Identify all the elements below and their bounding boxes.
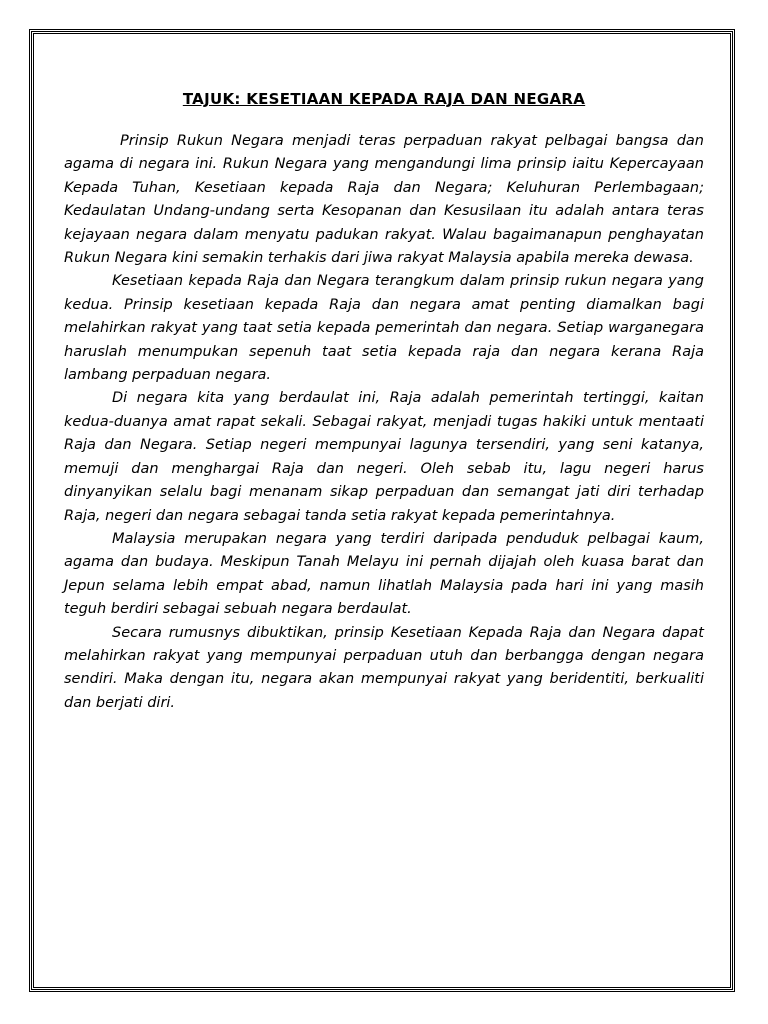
document-title: TAJUK: KESETIAAN KEPADA RAJA DAN NEGARA xyxy=(182,90,586,108)
paragraph-1: Prinsip Rukun Negara menjadi teras perpaduan rakyat pelbagai bangsa dan agama di negara ini. Rukun Negara yang mengandungi lima prinsip iaitu Kepercayaan Kepada Tuhan, Kesetiaan kepada Raja dan Negara; Keluhuran Perlembagaan; Kedaulatan Undang-undang serta Kesopanan dan Kesusilaan itu adalah antara teras kejayaan negara dalam menyatu padukan rakyat. Walau bagaimanapun penghayatan Rukun Negara kini semakin terhakis dari jiwa rakyat Malaysia apabila mereka dewasa. xyxy=(64,133,704,267)
paragraph-5: Secara rumusnys dibuktikan, prinsip Kesetiaan Kepada Raja dan Negara dapat melahirkan rakyat yang mempunyai perpaduan utuh dan berbangga dengan negara sendiri. Maka dengan itu, negara akan mempunyai rakyat yang beridentiti, berkualiti dan berjati diri. xyxy=(64,624,704,711)
paragraph-2: Kesetiaan kepada Raja dan Negara terangkum dalam prinsip rukun negara yang kedua. Prinsip kesetiaan kepada Raja dan negara amat penting diamalkan bagi melahirkan rakyat yang taat setia kepada pemerintah dan negara. Setiap warganegara haruslah menumpukan sepenuh taat setia kepada raja dan negara kerana Raja lambang perpaduan negara. xyxy=(64,273,704,384)
document-body xyxy=(64,88,704,715)
paragraph-4: Malaysia merupakan negara yang terdiri daripada penduduk pelbagai kaum, agama dan budaya. Meskipun Tanah Melayu ini pernah dijajah oleh kuasa barat dan Jepun selama lebih empat abad, namun lihatlah Malaysia pada hari ini yang masih teguh berdiri sebagai sebuah negara berdaulat. xyxy=(64,530,704,618)
paragraph-3: Di negara kita yang berdaulat ini, Raja adalah pemerintah tertinggi, kaitan kedua-duanya amat rapat sekali. Sebagai rakyat, menjadi tugas hakiki untuk mentaati Raja dan Negara. Setiap negeri mempunyai lagunya tersendiri, yang seni katanya, memuji dan menghargai Raja dan negeri. Oleh sebab itu, lagu negeri harus dinyanyikan selalu bagi menanam sikap perpaduan dan semangat jati diri terhadap Raja, negeri dan negara sebagai tanda setia rakyat kepada pemerintahnya. xyxy=(64,390,704,524)
